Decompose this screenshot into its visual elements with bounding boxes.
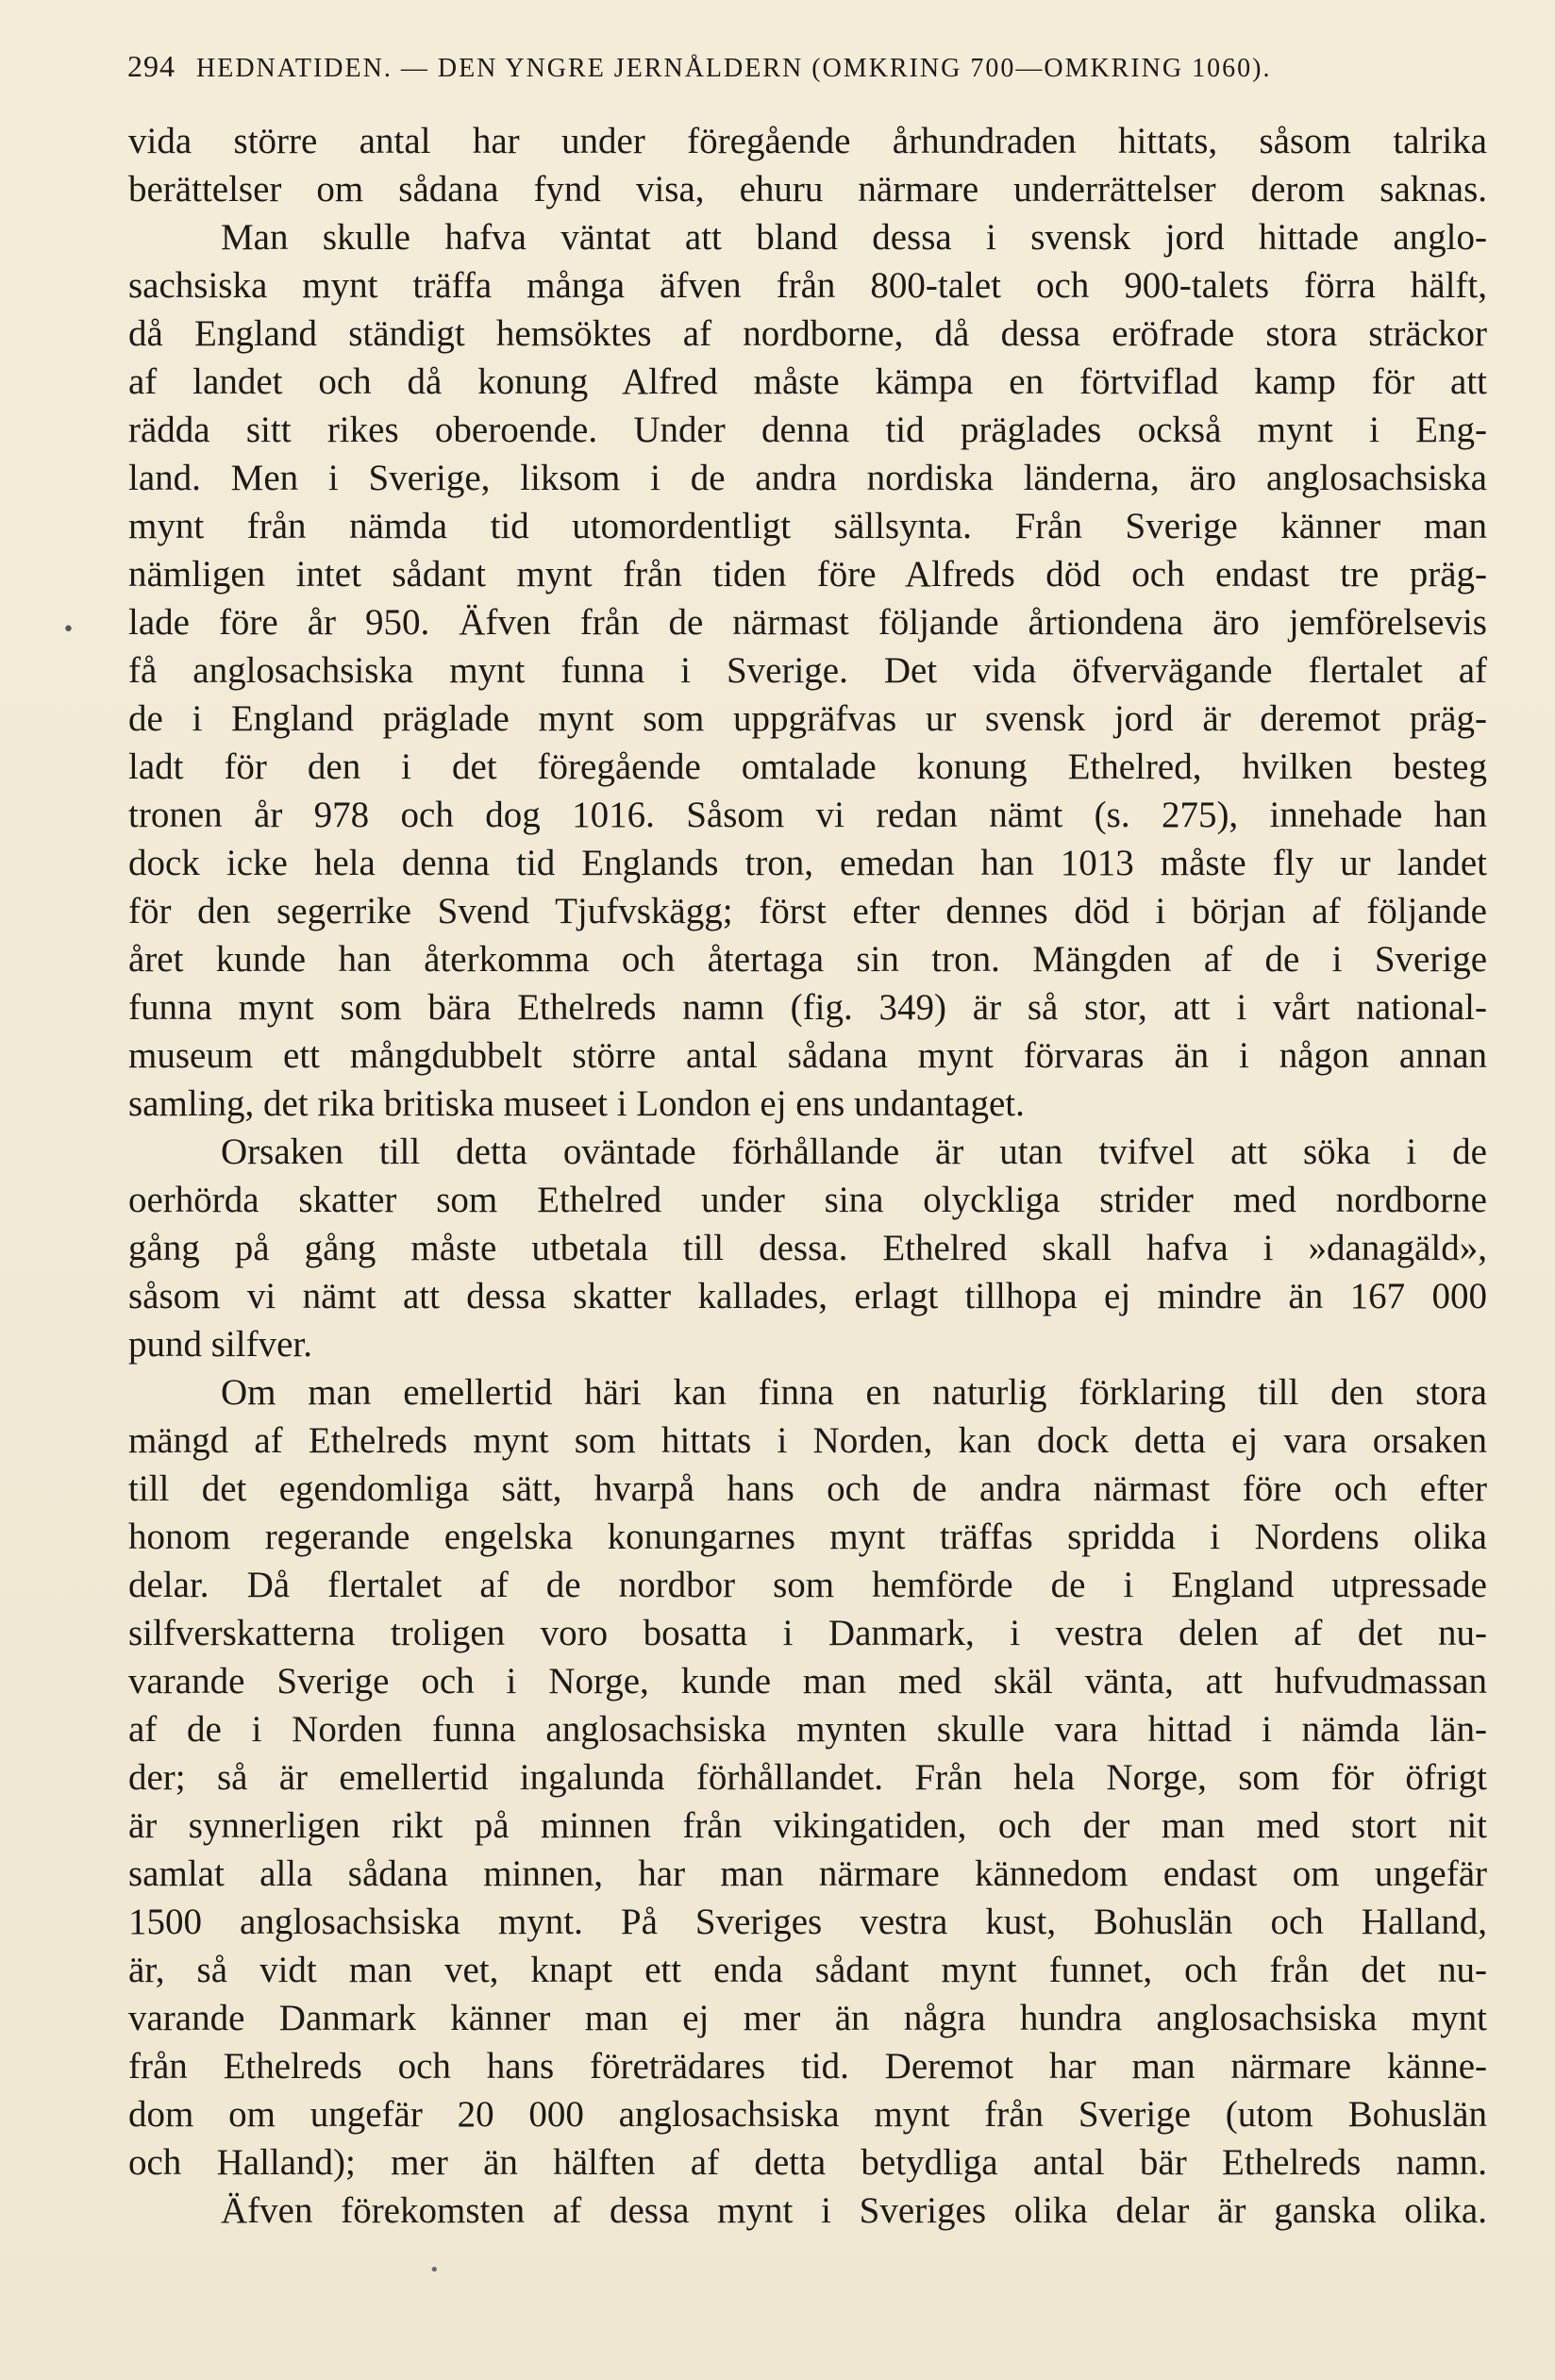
page-number: 294 [127, 49, 176, 83]
text-line: ladt för den i det föregående omtalade konung Ethelred, hvilken besteg [128, 746, 1487, 787]
text-line: berättelser om sådana fynd visa, ehuru närmare underrättelser derom saknas. [128, 169, 1487, 210]
text-line: lade före år 950. Äfven från de närmast följande årtiondena äro jemförelsevis [128, 602, 1487, 643]
text-line: få anglosachsiska mynt funna i Sverige. Det vida öfvervägande flertalet af [128, 650, 1487, 691]
text-line: samling, det rika britiska museet i London ej ens undantaget. [128, 1083, 1025, 1124]
text-line: dom om ungefär 20 000 anglosachsiska mynt från Sverige (utom Bohuslän [128, 2094, 1487, 2135]
margin-mark: • [429, 2260, 440, 2280]
text-line: sachsiska mynt träffa många äfven från 800-talet och 900-talets förra hälft, [128, 265, 1487, 306]
page-header [127, 49, 1486, 84]
text-line: är, så vidt man vet, knapt ett enda sådant mynt funnet, och från det nu- [128, 1950, 1487, 1990]
text-line: 1500 anglosachsiska mynt. På Sveriges vestra kust, Bohuslän och Halland, [128, 1902, 1487, 1942]
text-line: till det egendomliga sätt, hvarpå hans och de andra närmast före och efter [128, 1468, 1487, 1509]
text-line: nämligen intet sådant mynt från tiden före Alfreds död och endast tre präg- [128, 554, 1487, 595]
text-line: honom regerande engelska konungarnes mynt träffas spridda i Nordens olika [128, 1517, 1487, 1557]
text-line: året kunde han återkomma och återtaga sin tron. Mängden af de i Sverige [128, 939, 1487, 980]
text-line: och Halland); mer än hälften af detta betydliga antal bär Ethelreds namn. [128, 2142, 1487, 2183]
text-line: Äfven förekomsten af dessa mynt i Sveriges olika delar är ganska olika. [221, 2190, 1487, 2231]
running-title: HEDNATIDEN. — DEN YNGRE JERNÅLDERN (OMKRING 700—OMKRING 1060). [196, 54, 1272, 83]
text-line: varande Sverige och i Norge, kunde man med skäl vänta, att hufvudmassan [128, 1661, 1487, 1701]
text-line: gång på gång måste utbetala till dessa. Ethelred skall hafva i »danagäld», [128, 1228, 1487, 1268]
text-line: pund silfver. [128, 1324, 312, 1365]
text-line: funna mynt som bära Ethelreds namn (fig. 349) är så stor, att i vårt national- [128, 987, 1487, 1028]
text-line: såsom vi nämt att dessa skatter kallades, erlagt tillhopa ej mindre än 167 000 [128, 1276, 1487, 1316]
text-line: af landet och då konung Alfred måste kämpa en förtviflad kamp för att [128, 361, 1487, 402]
body-text [128, 117, 1487, 2235]
text-line: Orsaken till detta oväntade förhållande är utan tvifvel att söka i de [221, 1131, 1487, 1172]
margin-mark: • [62, 618, 75, 642]
text-line: är synnerligen rikt på minnen från vikingatiden, och der man med stort nit [128, 1805, 1487, 1846]
text-line: samlat alla sådana minnen, har man närmare kännedom endast om ungefär [128, 1853, 1487, 1894]
text-line: Man skulle hafva väntat att bland dessa i svensk jord hittade anglo- [221, 217, 1487, 258]
text-line: af de i Norden funna anglosachsiska mynten skulle vara hittad i nämda län- [128, 1709, 1487, 1750]
text-line: varande Danmark känner man ej mer än några hundra anglosachsiska mynt [128, 1998, 1487, 2038]
text-line: tronen år 978 och dog 1016. Såsom vi redan nämt (s. 275), innehade han [128, 795, 1487, 835]
text-line: vida större antal har under föregående århundraden hittats, såsom talrika [128, 121, 1487, 161]
text-line: för den segerrike Svend Tjufvskägg; först efter dennes död i början af följande [128, 891, 1487, 931]
text-line: mängd af Ethelreds mynt som hittats i Norden, kan dock detta ej vara orsaken [128, 1420, 1487, 1461]
text-line: delar. Då flertalet af de nordbor som hemförde de i England utpressade [128, 1565, 1487, 1605]
text-line: från Ethelreds och hans företrädares tid. Deremot har man närmare känne- [128, 2046, 1487, 2087]
text-line: land. Men i Sverige, liksom i de andra nordiska länderna, äro anglosachsiska [128, 458, 1487, 498]
text-line: de i England präglade mynt som uppgräfvas ur svensk jord är deremot präg- [128, 698, 1487, 739]
text-line: rädda sitt rikes oberoende. Under denna tid präglades också mynt i Eng- [128, 410, 1487, 450]
text-line: der; så är emellertid ingalunda förhållandet. Från hela Norge, som för öfrigt [128, 1757, 1487, 1798]
text-line: mynt från nämda tid utomordentligt sällsynta. Från Sverige känner man [128, 506, 1487, 546]
text-line: silfverskatterna troligen voro bosatta i Danmark, i vestra delen af det nu- [128, 1613, 1487, 1653]
text-line: museum ett mångdubbelt större antal sådana mynt förvaras än i någon annan [128, 1035, 1487, 1076]
text-line: dock icke hela denna tid Englands tron, emedan han 1013 måste fly ur landet [128, 843, 1487, 883]
text-line: Om man emellertid häri kan finna en naturlig förklaring till den stora [221, 1372, 1487, 1413]
text-line: då England ständigt hemsöktes af nordborne, då dessa eröfrade stora sträckor [128, 313, 1487, 354]
text-line: oerhörda skatter som Ethelred under sina olyckliga strider med nordborne [128, 1180, 1487, 1220]
